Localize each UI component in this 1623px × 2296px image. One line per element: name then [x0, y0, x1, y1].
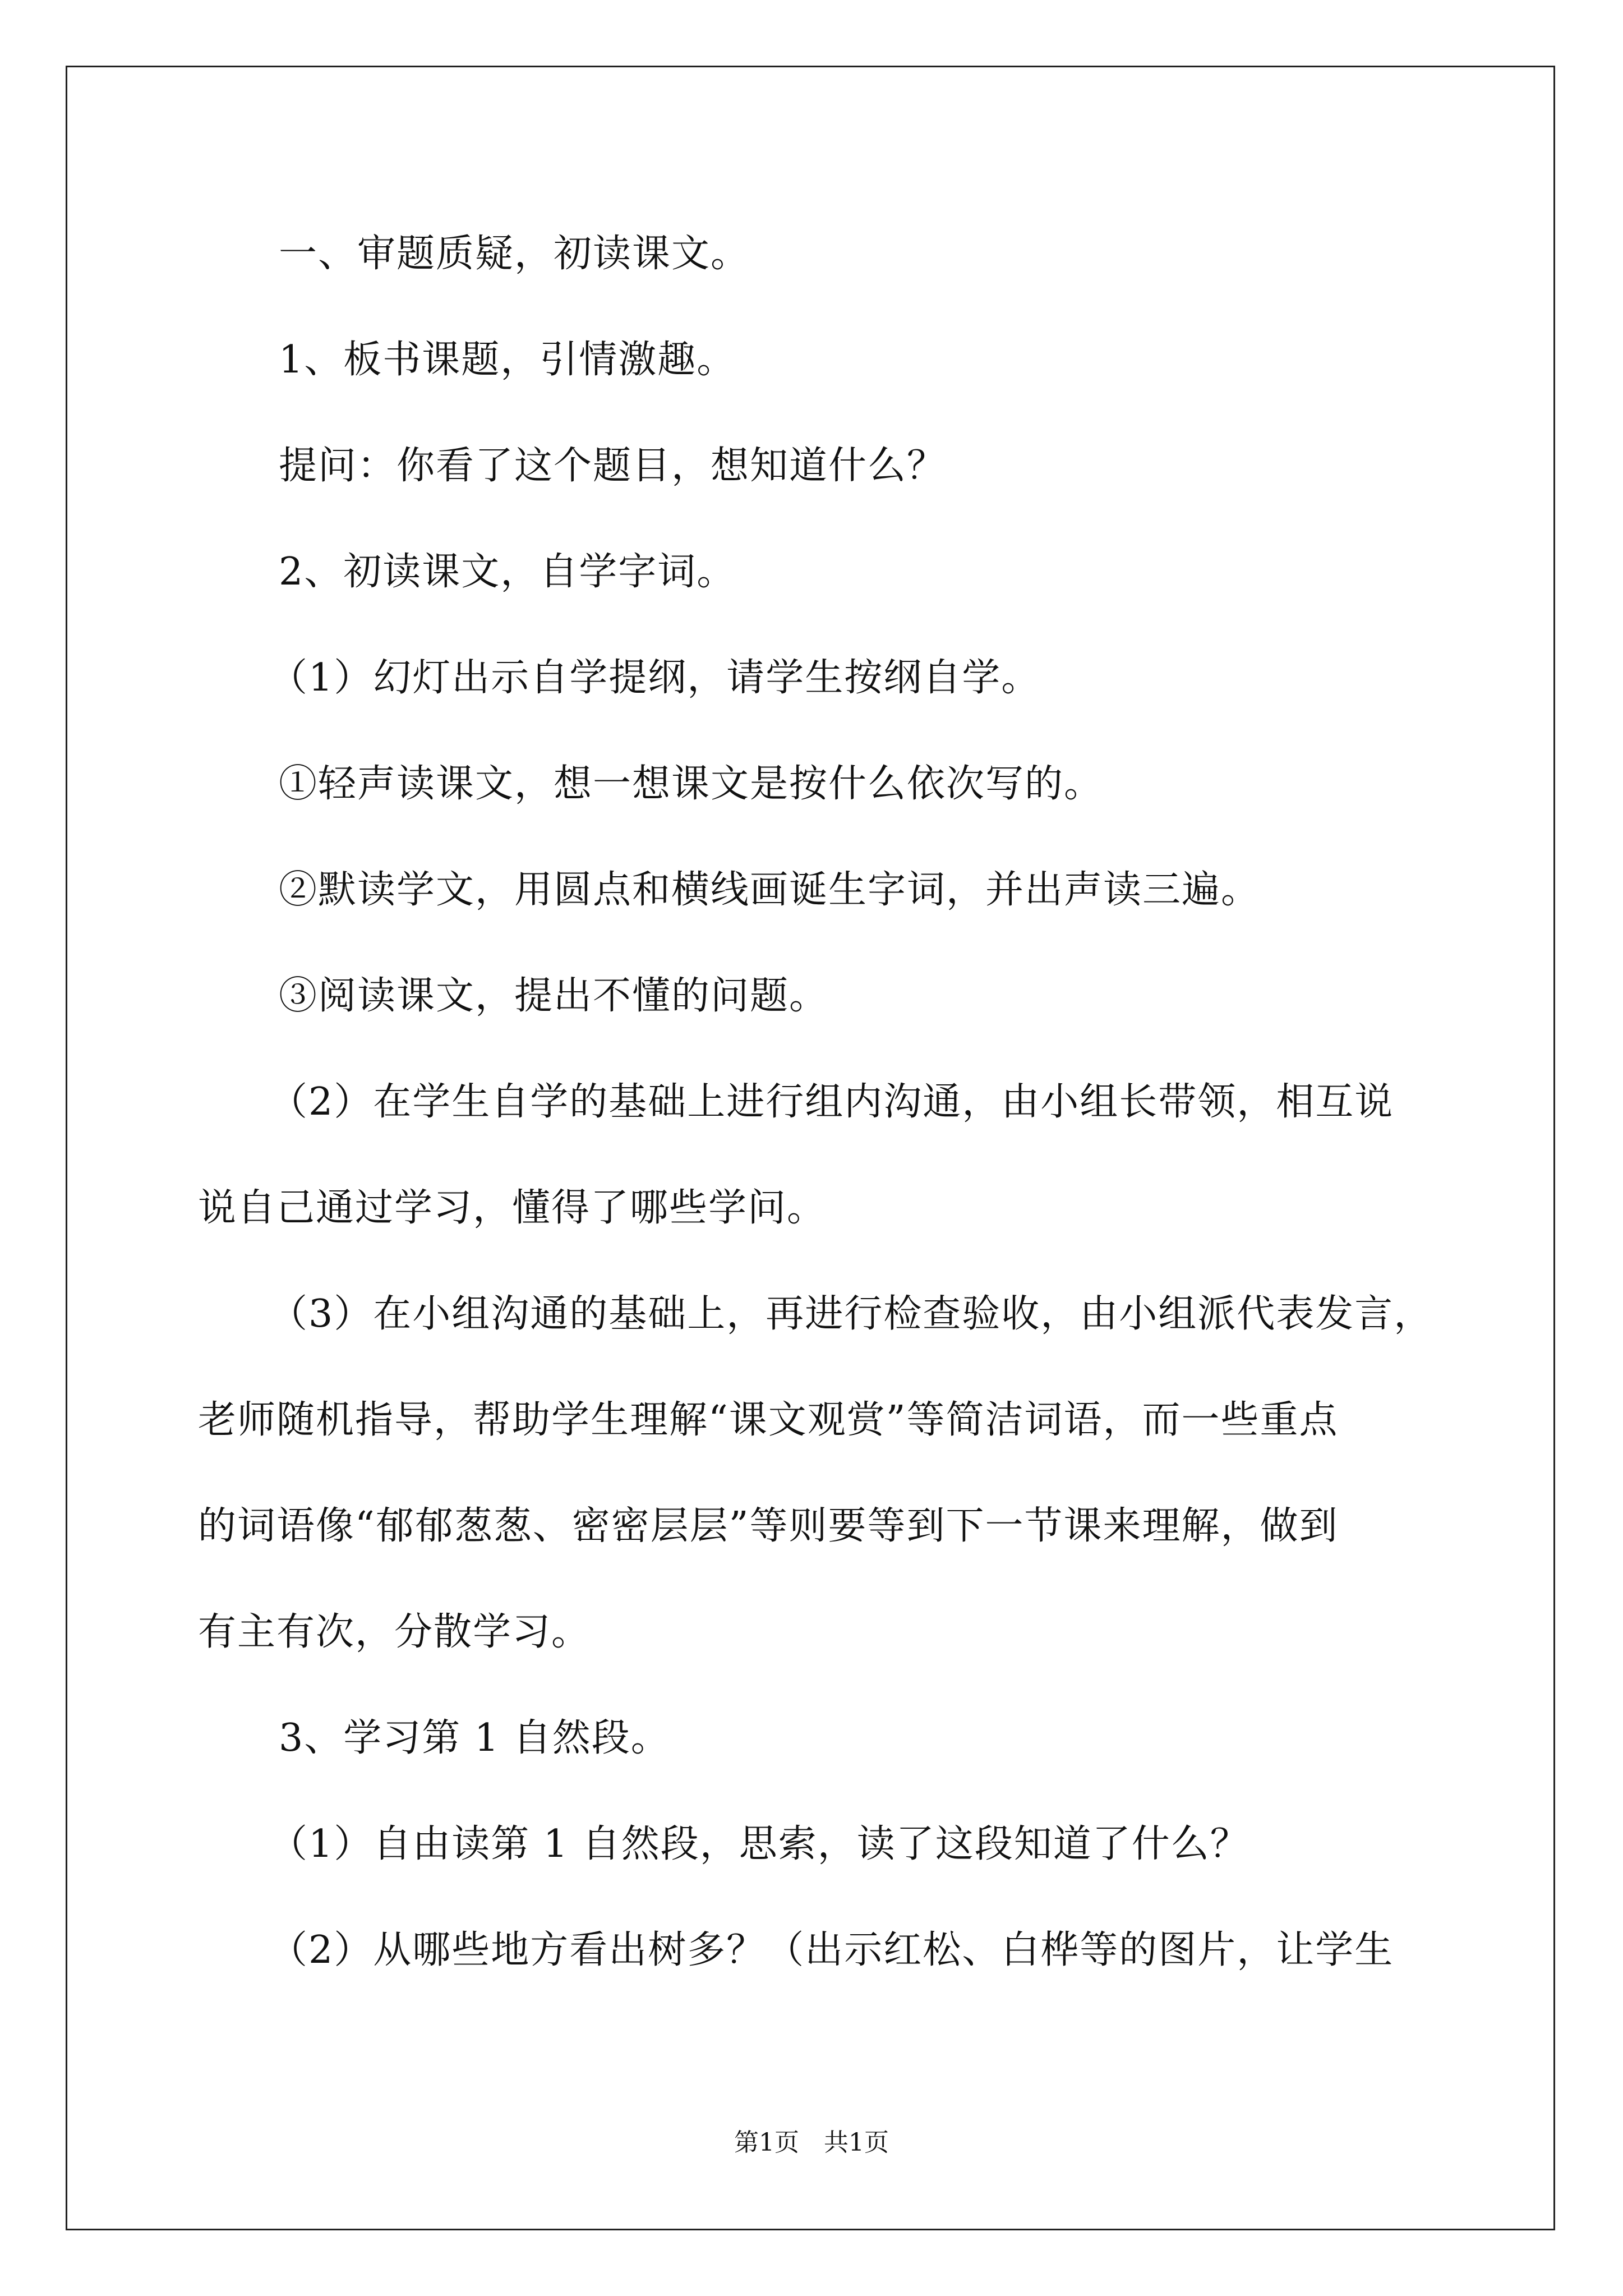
text-line: （1）幻灯出示自学提纲，请学生按纲自学。 — [269, 656, 1041, 700]
text-line: ①轻声读课文，想一想课文是按什么依次写的。 — [279, 762, 1104, 806]
text-line: 一、审题质疑，初读课文。 — [279, 232, 750, 276]
text-line: ③阅读课文，提出不懂的问题。 — [279, 974, 829, 1018]
text-line: （2）在学生自学的基础上进行组内沟通，由小组长带领，相互说 — [269, 1080, 1394, 1124]
text-line: 3、学习第 1 自然段。 — [279, 1716, 670, 1760]
page-border — [66, 66, 1555, 2230]
text-line: 说自己通过学习，懂得了哪些学问。 — [198, 1186, 827, 1230]
text-line: 有主有次，分散学习。 — [198, 1610, 591, 1654]
text-line: 的词语像“郁郁葱葱、密密层层”等则要等到下一节课来理解，做到 — [198, 1504, 1339, 1548]
text-line: （2）从哪些地方看出树多？（出示红松、白桦等的图片，让学生 — [269, 1928, 1394, 1972]
text-line: 1、板书课题，引情激趣。 — [279, 338, 736, 382]
text-line: （3）在小组沟通的基础上，再进行检查验收，由小组派代表发言， — [269, 1292, 1433, 1336]
text-line: （1）自由读第 1 自然段，思索，读了这段知道了什么？ — [269, 1822, 1249, 1866]
page-number: 第1页 共1页 — [734, 2128, 889, 2157]
text-line: 提问：你看了这个题目，想知道什么？ — [279, 444, 947, 488]
text-line: 2、初读课文，自学字词。 — [279, 550, 736, 594]
text-line: ②默读学文，用圆点和横线画诞生字词，并出声读三遍。 — [279, 868, 1261, 912]
text-line: 老师随机指导，帮助学生理解“课文观赏”等简洁词语，而一些重点 — [198, 1398, 1339, 1442]
